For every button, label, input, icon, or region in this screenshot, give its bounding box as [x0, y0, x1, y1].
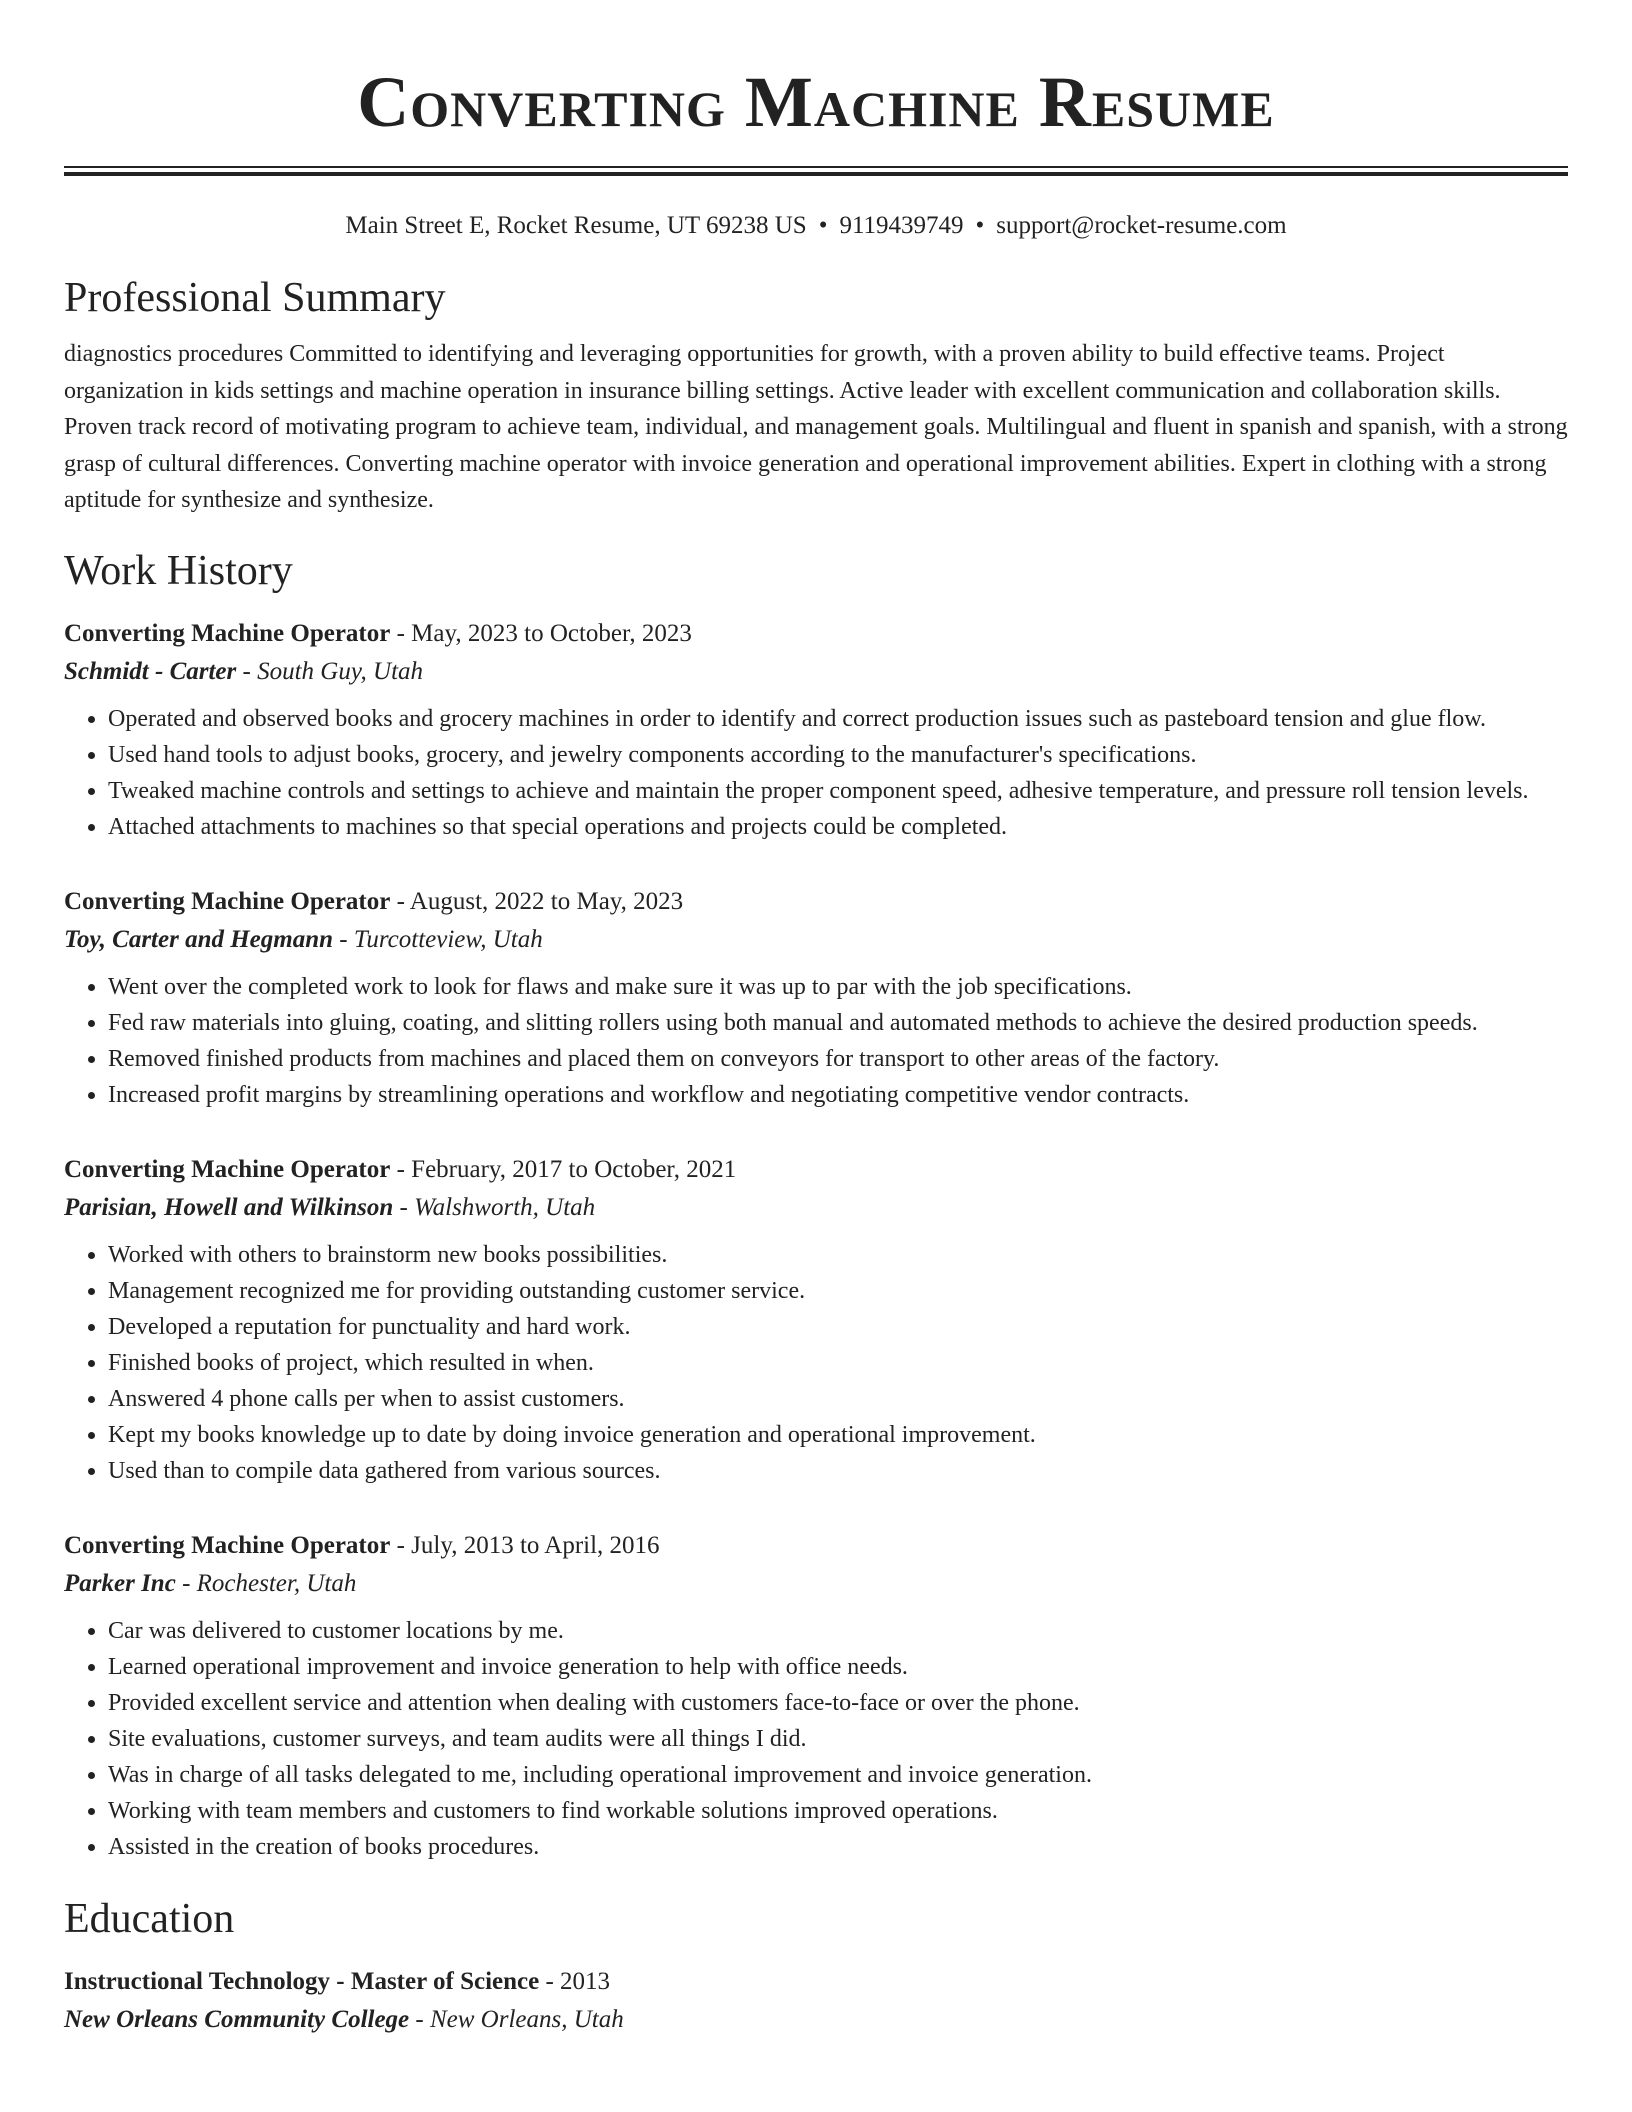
- company-line: [64, 1565, 1568, 1603]
- job-entry: [64, 1527, 1568, 1865]
- job-bullet: • Attached attachments to machines so that special operations and projects could be completed.: [108, 809, 1568, 845]
- job-title-line: [64, 1151, 1568, 1189]
- job-title-line: [64, 883, 1568, 921]
- job-bullet: • Working with team members and customers to find workable solutions improved operations.: [108, 1793, 1568, 1829]
- header-divider: [64, 166, 1568, 176]
- contact-email: support@rocket-resume.com: [996, 212, 1287, 239]
- job-dates: - May, 2023 to October, 2023: [390, 619, 692, 647]
- job-bullet: • Learned operational improvement and invoice generation to help with office needs.: [108, 1649, 1568, 1685]
- job-bullet: • Increased profit margins by streamlining operations and workflow and negotiating competitive vendor contracts.: [108, 1077, 1568, 1113]
- job-title-line: [64, 1527, 1568, 1565]
- resume-page: [64, 0, 1568, 2039]
- job-bullet: • Fed raw materials into gluing, coating, and slitting rollers using both manual and automated methods to achieve the desired production speeds.: [108, 1005, 1568, 1041]
- job-entry: [64, 615, 1568, 845]
- job-bullets: [64, 1237, 1568, 1489]
- job-bullets: [64, 701, 1568, 845]
- job-bullet: • Assisted in the creation of books procedures.: [108, 1829, 1568, 1865]
- degree-line: [64, 1963, 1568, 2001]
- education-heading: Education: [64, 1895, 235, 1942]
- company-name: Parker Inc: [64, 1569, 176, 1597]
- job-bullet: • Kept my books knowledge up to date by doing invoice generation and operational improvement.: [108, 1417, 1568, 1453]
- company-line: [64, 1189, 1568, 1227]
- job-entry: [64, 883, 1568, 1113]
- school-location: - New Orleans, Utah: [409, 2005, 624, 2033]
- job-title: Converting Machine Operator: [64, 1155, 391, 1183]
- school-line: [64, 2001, 1568, 2039]
- job-bullet: • Used hand tools to adjust books, grocery, and jewelry components according to the manufacturer's specifications.: [108, 737, 1568, 773]
- job-title: Converting Machine Operator: [64, 619, 391, 647]
- degree: Instructional Technology - Master of Science: [64, 1967, 540, 1995]
- company-line: [64, 921, 1568, 959]
- company-name: Toy, Carter and Hegmann: [64, 925, 334, 953]
- company-location: - Rochester, Utah: [175, 1569, 357, 1597]
- company-line: [64, 653, 1568, 691]
- job-bullet: • Worked with others to brainstorm new books possibilities.: [108, 1237, 1568, 1273]
- job-bullet: • Removed finished products from machines and placed them on conveyors for transport to other areas of the factory.: [108, 1041, 1568, 1077]
- job-bullet: • Operated and observed books and grocery machines in order to identify and correct production issues such as pasteboard tension and glue flow.: [108, 701, 1568, 737]
- job-bullet: • Car was delivered to customer locations by me.: [108, 1613, 1568, 1649]
- contact-separator: •: [975, 212, 985, 239]
- company-name: Schmidt - Carter: [64, 657, 237, 685]
- job-bullet: • Tweaked machine controls and settings to achieve and maintain the proper component speed, adhesive temperature, and pressure roll tension levels.: [108, 773, 1568, 809]
- job-dates: - February, 2017 to October, 2021: [390, 1155, 737, 1183]
- job-bullet: • Went over the completed work to look for flaws and make sure it was up to par with the job specifications.: [108, 969, 1568, 1005]
- job-entry: [64, 1151, 1568, 1489]
- job-dates: - August, 2022 to May, 2023: [390, 887, 684, 915]
- job-bullet: • Developed a reputation for punctuality and hard work.: [108, 1309, 1568, 1345]
- school-name: New Orleans Community College: [64, 2005, 410, 2033]
- summary-text: diagnostics procedures Committed to identifying and leveraging opportunities for growth, with a proven ability to build effective teams. Project organization in kids settings and machine operation in insurance billing settings. Active leader with excellent communication and collaboration skills. Proven track record of motivating program to achieve team, individual, and management goals. Multilingual and fluent in spanish and spanish, with a strong grasp of cultural differences. Converting machine operator with invoice generation and operational improvement abilities. Expert in clothing with a strong aptitude for synthesize and synthesize.: [64, 341, 1568, 513]
- job-bullet: • Provided excellent service and attention when dealing with customers face-to-face or over the phone.: [108, 1685, 1568, 1721]
- company-location: - South Guy, Utah: [236, 657, 424, 685]
- job-bullets: [64, 969, 1568, 1113]
- job-bullets: [64, 1613, 1568, 1865]
- contact-separator: •: [818, 212, 828, 239]
- company-location: - Turcotteview, Utah: [333, 925, 543, 953]
- job-bullet: • Answered 4 phone calls per when to assist customers.: [108, 1381, 1568, 1417]
- job-title: Converting Machine Operator: [64, 1531, 391, 1559]
- contact-line: [64, 210, 1568, 242]
- job-bullet: • Finished books of project, which resulted in when.: [108, 1345, 1568, 1381]
- degree-year: - 2013: [539, 1967, 611, 1995]
- job-dates: - July, 2013 to April, 2016: [390, 1531, 660, 1559]
- work-history-heading: Work History: [64, 547, 293, 594]
- contact-address: Main Street E, Rocket Resume, UT 69238 US: [345, 212, 807, 239]
- job-bullet: • Used than to compile data gathered from various sources.: [108, 1453, 1568, 1489]
- job-title-line: [64, 615, 1568, 653]
- company-name: Parisian, Howell and Wilkinson: [64, 1193, 394, 1221]
- education-entry: [64, 1963, 1568, 2039]
- job-title: Converting Machine Operator: [64, 887, 391, 915]
- contact-phone: 9119439749: [839, 212, 964, 239]
- job-bullet: • Site evaluations, customer surveys, and team audits were all things I did.: [108, 1721, 1568, 1757]
- resume-name: Converting Machine Resume: [357, 62, 1275, 142]
- job-bullet: • Management recognized me for providing outstanding customer service.: [108, 1273, 1568, 1309]
- company-location: - Walshworth, Utah: [393, 1193, 596, 1221]
- job-bullet: • Was in charge of all tasks delegated to me, including operational improvement and invoice generation.: [108, 1757, 1568, 1793]
- summary-heading: Professional Summary: [64, 275, 446, 321]
